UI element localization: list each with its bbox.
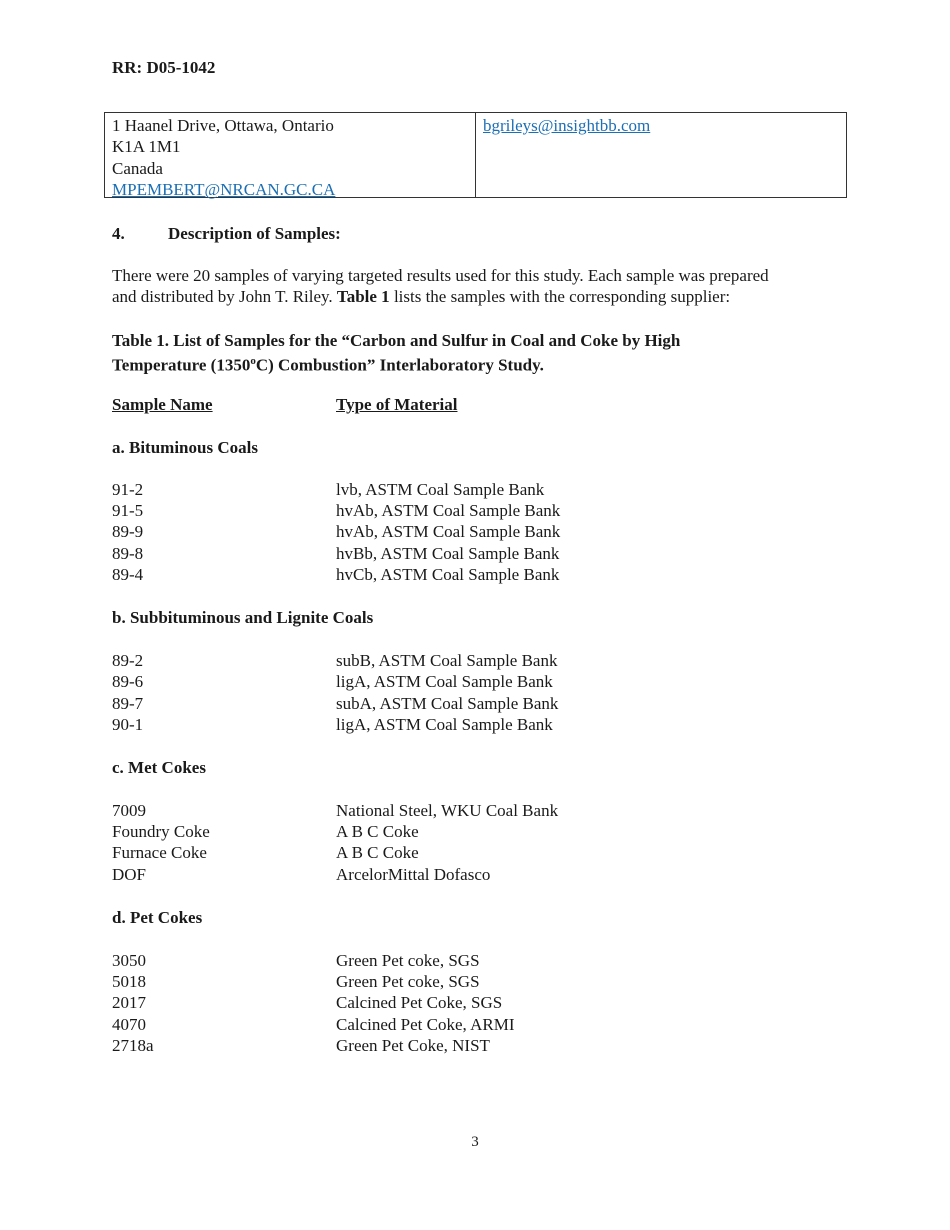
paragraph-line-1: There were 20 samples of varying targeted results used for this study. Each sample was prepared	[112, 266, 769, 285]
sample-material: ligA, ASTM Coal Sample Bank	[336, 672, 553, 691]
sample-name: Foundry Coke	[112, 822, 210, 841]
contact-cell-right	[483, 115, 650, 136]
sample-name: 2718a	[112, 1036, 154, 1055]
address-line: 1 Haanel Drive, Ottawa, Ontario	[112, 116, 334, 135]
group-heading: d. Pet Cokes	[112, 908, 203, 927]
paragraph-text: lists the samples with the corresponding supplier:	[389, 287, 731, 306]
sample-name: 91-5	[112, 501, 144, 520]
sample-material: hvCb, ASTM Coal Sample Bank	[336, 565, 560, 584]
sample-name: 5018	[112, 972, 146, 991]
sample-material: ArcelorMittal Dofasco	[336, 865, 491, 884]
group-heading: b. Subbituminous and Lignite Coals	[112, 608, 374, 627]
group-heading: a. Bituminous Coals	[112, 438, 258, 457]
sample-name: 89-9	[112, 522, 144, 541]
sample-material: lvb, ASTM Coal Sample Bank	[336, 480, 545, 499]
email-link-left[interactable]: MPEMBERT@NRCAN.GC.CA	[112, 180, 336, 200]
sample-material: Green Pet coke, SGS	[336, 951, 480, 970]
sample-name: 7009	[112, 801, 146, 820]
sample-material: National Steel, WKU Coal Bank	[336, 801, 559, 820]
caption-text: C) Combustion” Interlaboratory Study.	[255, 355, 544, 375]
table-caption-line-1: Table 1. List of Samples for the “Carbon and Sulfur in Coal and Coke by High	[112, 331, 681, 350]
table-divider	[475, 113, 476, 197]
sample-name: 89-2	[112, 651, 144, 670]
caption-text: Temperature (1350	[112, 355, 251, 375]
table-caption-line-2	[112, 351, 544, 376]
group-heading: c. Met Cokes	[112, 758, 206, 777]
report-id: RR: D05-1042	[112, 58, 216, 77]
sample-name: 89-7	[112, 694, 144, 713]
sample-name: 89-4	[112, 565, 144, 584]
sample-name: 3050	[112, 951, 146, 970]
sample-material: hvBb, ASTM Coal Sample Bank	[336, 544, 560, 563]
sample-name: 4070	[112, 1015, 146, 1034]
sample-material: A B C Coke	[336, 843, 419, 862]
sample-material: subB, ASTM Coal Sample Bank	[336, 651, 558, 670]
email-link-right[interactable]: bgrileys@insightbb.com	[483, 116, 651, 135]
sample-name: 2017	[112, 993, 146, 1012]
sample-material: hvAb, ASTM Coal Sample Bank	[336, 501, 561, 520]
section-number: 4.	[112, 224, 125, 243]
contact-cell-left	[112, 115, 335, 201]
sample-material: Calcined Pet Coke, SGS	[336, 993, 503, 1012]
sample-material: ligA, ASTM Coal Sample Bank	[336, 715, 553, 734]
paragraph-text: and distributed by John T. Riley.	[112, 287, 337, 306]
sample-material: hvAb, ASTM Coal Sample Bank	[336, 522, 561, 541]
degree-superscript: o	[250, 355, 256, 367]
contact-table	[104, 112, 847, 198]
postal-code: K1A 1M1	[112, 137, 181, 157]
sample-material: Green Pet Coke, NIST	[336, 1036, 490, 1055]
sample-material: A B C Coke	[336, 822, 419, 841]
sample-name: 91-2	[112, 480, 144, 499]
sample-name: DOF	[112, 865, 147, 884]
table-reference: Table 1	[336, 287, 390, 306]
column-header-sample-name: Sample Name	[112, 395, 213, 414]
sample-name: 89-8	[112, 544, 144, 563]
sample-material: subA, ASTM Coal Sample Bank	[336, 694, 559, 713]
sample-material: Green Pet coke, SGS	[336, 972, 480, 991]
column-header-type-of-material: Type of Material	[336, 395, 458, 414]
sample-name: Furnace Coke	[112, 843, 207, 862]
country: Canada	[112, 158, 163, 178]
page-number: 3	[471, 1134, 479, 1150]
sample-name: 90-1	[112, 715, 144, 734]
paragraph-line-2	[112, 286, 730, 307]
section-title: Description of Samples:	[168, 224, 341, 243]
sample-material: Calcined Pet Coke, ARMI	[336, 1015, 515, 1034]
sample-name: 89-6	[112, 672, 144, 691]
